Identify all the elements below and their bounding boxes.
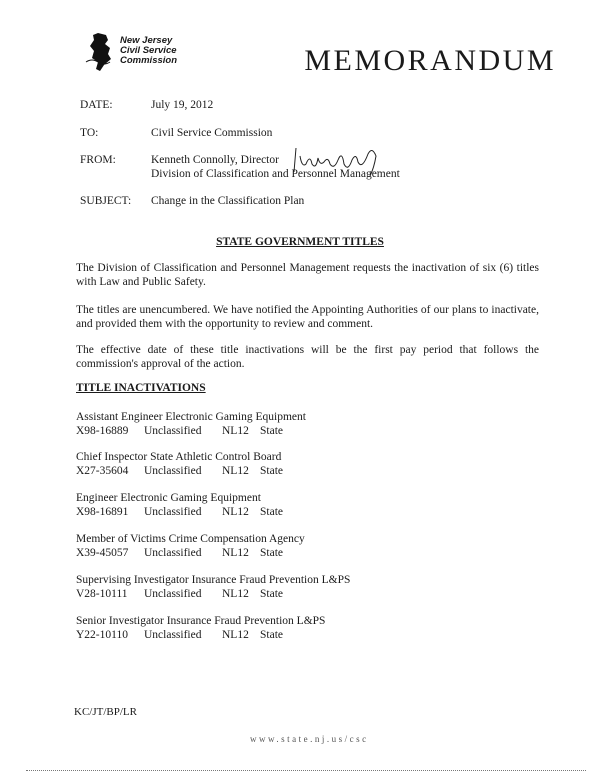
title-name: Supervising Investigator Insurance Fraud Prevention L&PS	[76, 574, 351, 586]
title-meta	[76, 587, 350, 601]
subject-value: Change in the Classification Plan	[151, 195, 305, 207]
title-jurisdiction: State	[260, 506, 283, 518]
new-jersey-state-icon	[84, 32, 118, 72]
title-entry	[76, 614, 325, 642]
title-entry	[76, 491, 283, 519]
title-code: X27-35604	[76, 465, 129, 477]
title-jurisdiction: State	[260, 425, 283, 437]
title-code: X98-16889	[76, 425, 129, 437]
paragraph-1: The Division of Classification and Personnel Management requests the inactivation of six (6) titles with Law and Public Safety.	[76, 262, 539, 288]
title-meta	[76, 505, 283, 519]
title-meta	[76, 464, 283, 478]
from-value-line-1: Kenneth Connolly, Director	[151, 154, 279, 166]
title-name: Assistant Engineer Electronic Gaming Equipment	[76, 411, 306, 423]
title-name: Senior Investigator Insurance Fraud Prevention L&PS	[76, 615, 326, 627]
title-meta	[76, 546, 305, 560]
title-nl: NL12	[222, 588, 249, 600]
date-label: DATE:	[80, 99, 113, 111]
from-value-line-2: Division of Classification and Personnel Management	[151, 168, 400, 180]
paragraph-3: The effective date of these title inactivations will be the first pay period that follows the commission's approval of the action.	[76, 344, 539, 370]
to-value: Civil Service Commission	[151, 127, 273, 139]
title-classification: Unclassified	[144, 465, 202, 477]
title-code: X98-16891	[76, 506, 129, 518]
title-code: Y22-10110	[76, 629, 128, 641]
title-name: Engineer Electronic Gaming Equipment	[76, 492, 261, 504]
scan-edge-divider	[26, 770, 586, 771]
title-nl: NL12	[222, 547, 249, 559]
title-meta	[76, 628, 325, 642]
title-nl: NL12	[222, 629, 249, 641]
title-entry	[76, 532, 305, 560]
title-name: Member of Victims Crime Compensation Agency	[76, 533, 305, 545]
title-code: V28-10111	[76, 588, 128, 600]
title-nl: NL12	[222, 506, 249, 518]
title-classification: Unclassified	[144, 547, 202, 559]
title-jurisdiction: State	[260, 588, 283, 600]
title-classification: Unclassified	[144, 425, 202, 437]
date-value: July 19, 2012	[151, 99, 214, 111]
title-classification: Unclassified	[144, 629, 202, 641]
logo-line-2: Civil Service	[120, 45, 177, 56]
title-entry	[76, 410, 306, 438]
title-classification: Unclassified	[144, 588, 202, 600]
to-label: TO:	[80, 127, 99, 139]
title-entry	[76, 450, 283, 478]
title-nl: NL12	[222, 425, 249, 437]
author-initials: KC/JT/BP/LR	[74, 706, 137, 718]
title-jurisdiction: State	[260, 547, 283, 559]
director-signature	[290, 142, 385, 182]
memo-title: MEMORANDUM	[304, 44, 556, 77]
title-classification: Unclassified	[144, 506, 202, 518]
subject-label: SUBJECT:	[80, 195, 132, 207]
section-heading: STATE GOVERNMENT TITLES	[216, 236, 384, 248]
logo-wordmark	[120, 36, 177, 66]
title-jurisdiction: State	[260, 465, 283, 477]
from-label: FROM:	[80, 154, 116, 166]
logo-line-3: Commission	[120, 55, 178, 66]
title-jurisdiction: State	[260, 629, 283, 641]
footer-url: www.state.nj.us/csc	[250, 734, 369, 744]
title-meta	[76, 424, 306, 438]
title-code: X39-45057	[76, 547, 129, 559]
title-inactivations-heading: TITLE INACTIVATIONS	[76, 382, 206, 394]
title-nl: NL12	[222, 465, 249, 477]
title-entry	[76, 573, 350, 601]
paragraph-2: The titles are unencumbered. We have notified the Appointing Authorities of our plans to inactivate, and provided them with the opportunity to review and comment.	[76, 304, 539, 330]
title-name: Chief Inspector State Athletic Control Board	[76, 451, 282, 463]
csc-logo	[84, 30, 194, 74]
logo-line-1: New Jersey	[120, 35, 173, 46]
